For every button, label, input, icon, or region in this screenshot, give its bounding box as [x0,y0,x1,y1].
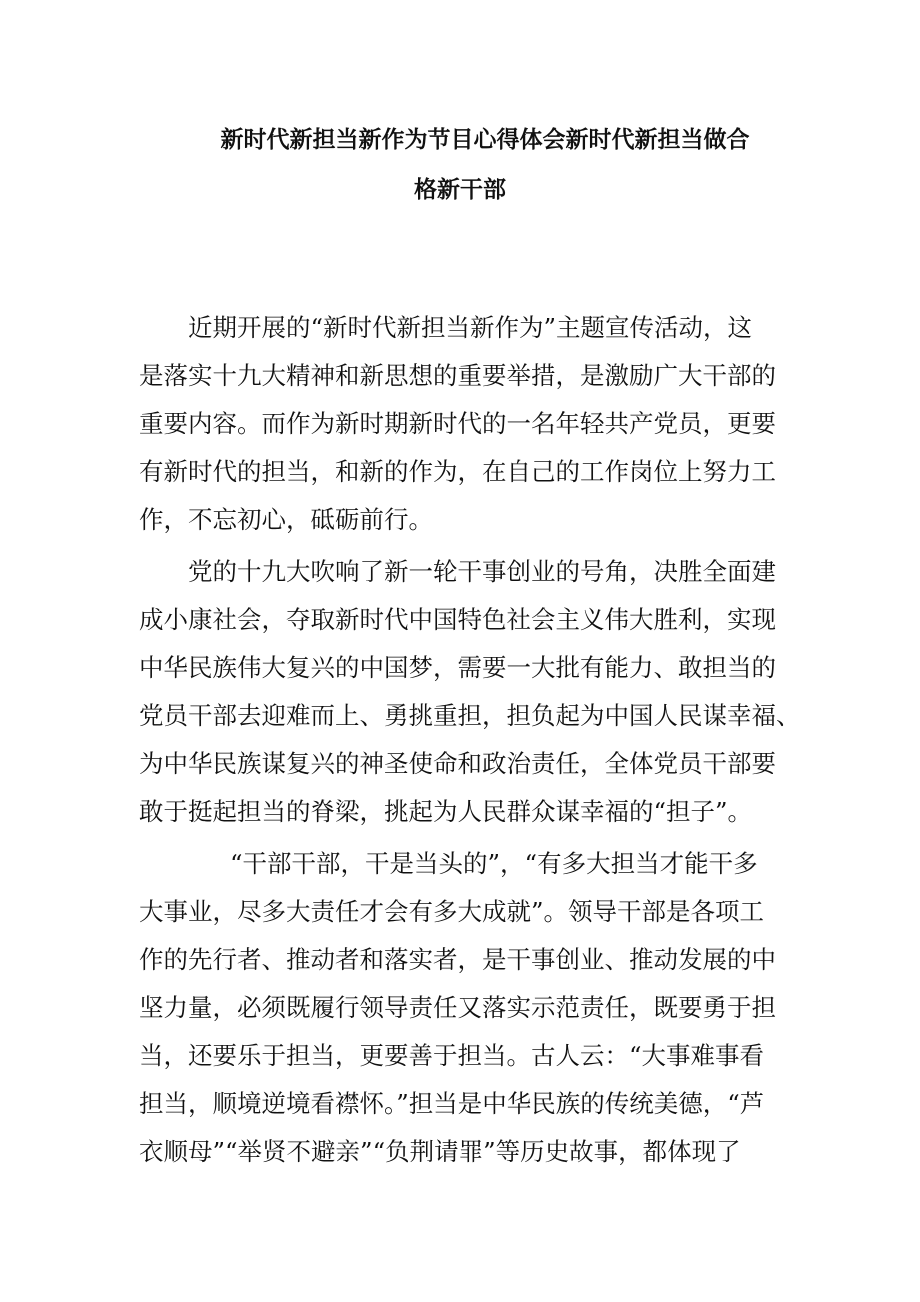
paragraph-3-line-7: 衣顺母”“举贤不避亲”“负荆请罪”等历史故事，都体现了 [139,1137,741,1166]
paragraph-3-line-5: 当，还要乐于担当，更要善于担当。古人云：“大事难事看 [139,1041,765,1070]
paragraph-2-line-2: 成小康社会，夺取新时代中国特色社会主义伟大胜利，实现 [139,605,776,634]
paragraph-2-line-5: 为中华民族谋复兴的神圣使命和政治责任，全体党员干部要 [139,749,776,778]
paragraph-1-line-4: 有新时代的担当，和新的作为，在自己的工作岗位上努力工 [139,457,776,486]
paragraph-2-line-1: 党的十九大吹响了新一轮干事创业的号角，决胜全面建 [188,557,776,586]
paragraph-1-line-2: 是落实十九大精神和新思想的重要举措，是激励广大干部的 [139,361,776,390]
document-title-line-1: 新时代新担当新作为节目心得体会新时代新担当做合 [220,126,750,153]
paragraph-3-line-1: “干部干部，干是当头的”，“有多大担当才能干多 [230,849,758,878]
paragraph-2-line-6: 敢于挺起担当的脊梁，挑起为人民群众谋幸福的“担子”。 [139,797,753,826]
paragraph-2-line-4: 党员干部去迎难而上、勇挑重担，担负起为中国人民谋幸福、 [139,701,801,730]
paragraph-1-line-3: 重要内容。而作为新时期新时代的一名年轻共产党员，更要 [139,409,776,438]
paragraph-1-line-5: 作，不忘初心，砥砺前行。 [139,505,433,534]
paragraph-1-line-1: 近期开展的“新时代新担当新作为”主题宣传活动，这 [188,313,753,342]
paragraph-3-line-2: 大事业，尽多大责任才会有多大成就”。领导干部是各项工 [139,897,765,926]
paragraph-2-line-3: 中华民族伟大复兴的中国梦，需要一大批有能力、敢担当的 [139,653,776,682]
paragraph-3-line-6: 担当，顺境逆境看襟怀。”担当是中华民族的传统美德，“芦 [139,1089,765,1118]
document-title-line-2: 格新干部 [414,176,506,203]
paragraph-3-line-3: 作的先行者、推动者和落实者，是干事创业、推动发展的中 [139,945,776,974]
paragraph-3-line-4: 坚力量，必须既履行领导责任又落实示范责任，既要勇于担 [139,993,776,1022]
